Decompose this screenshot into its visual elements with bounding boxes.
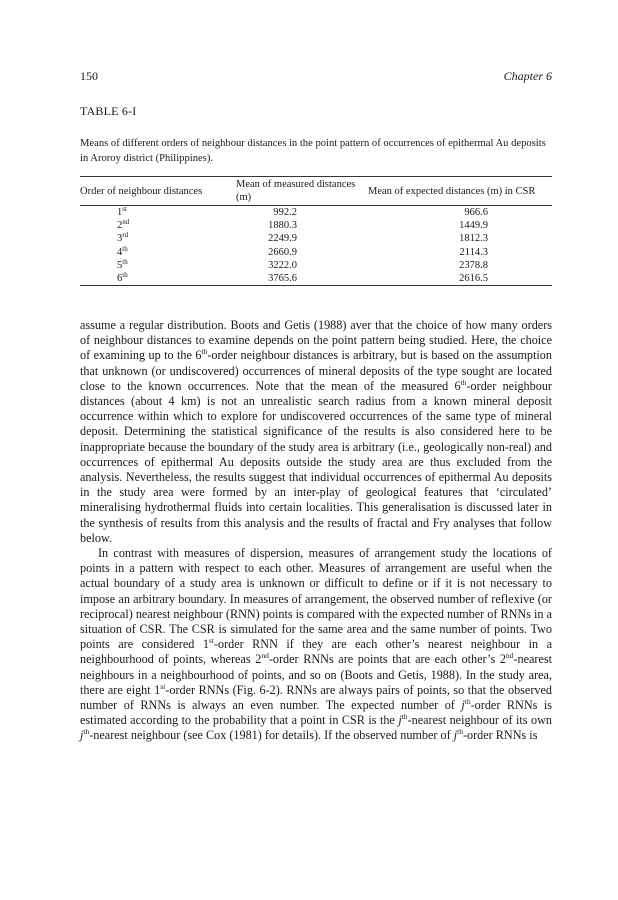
body-text [80, 318, 552, 744]
chapter-title: Chapter 6 [503, 69, 552, 83]
expected-cell: 966.6 [464, 207, 488, 219]
expected-cell: 1812.3 [459, 233, 488, 245]
table-row [80, 272, 552, 286]
expected-cell: 1449.9 [459, 220, 488, 232]
column-header-expected: Mean of expected distances (m) in CSR [368, 185, 536, 197]
paragraph: In contrast with measures of dispersion, measures of arrangement study the locations of points in a pattern with respect to each other. Measures of arrangement are useful when the actual boundary of a study area is unknown or difficult to define or if it is not necessary to impose an arbitrary boundary. In measures of arrangement, the observed number of reflexive (or reciprocal) nearest neighbour (RNN) points is compared with the expected number of RNNs in a situation of CSR. The CSR is simulated for the same area and the same number of points. Two points are considered 1st-order RNN if they are each other’s nearest neighbour in a neighbourhood of points, whereas 2nd-order RNNs are points that are each other’s 2nd-nearest neighbours in a neighbourhood of points, and so on (Boots and Getis, 1988). In the study area, there are eight 1st-order RNNs (Fig. 6-2). RNNs are always pairs of points, so that the observed number of RNNs is always an even number. The expected number of $j^{th}$-order RNNs is estimated according to the probability that a point in CSR is the $j^{th}$-nearest neighbour of its own $j^{th}$-nearest neighbour (see Cox (1981) for details). If the observed number of $j^{th}$-order RNNs is [80, 546, 553, 743]
table-label: TABLE 6-I [80, 104, 137, 118]
order-cell: 2nd [117, 218, 130, 232]
column-header-measured: Mean of measured distances (m) [236, 179, 356, 203]
order-cell: 4th [117, 244, 128, 258]
measured-cell: 3765.6 [268, 273, 297, 285]
measured-cell: 2249.9 [268, 233, 297, 245]
page-number: 150 [80, 69, 98, 83]
expected-cell: 2616.5 [459, 273, 488, 285]
order-cell: 1st [117, 205, 127, 219]
measured-cell: 992.2 [273, 207, 297, 219]
paragraph: assume a regular distribution. Boots and Getis (1988) aver that the choice of how many orders of neighbour distances to examine depends on the point pattern being studied. Here, the choice of examining up to the 6th-order neighbour distances is arbitrary, but is based on the assumption that unknown (or undiscovered) occurrences of mineral deposits of the type sought are located close to the known occurrences. Note that the mean of the measured 6th-order neighbour distances (about 4 km) is not an unrealistic search radius from a known mineral deposit occurrence within which to explore for undiscovered occurrences of the same type of mineral deposit. Determining the statistical significance of the results is also considered here to be inappropriate because the boundary of the study area is arbitrary (i.e., geologically non-real) and occurrences of epithermal Au deposits outside the study area are thus excluded from the analysis. Nevertheless, the results suggest that individual occurrences of epithermal Au deposits in the study area were formed by an inter-play of geological features that ‘circulated’ mineralising hydrothermal fluids into certain localities. This generalisation is discussed later in the synthesis of results from this analysis and the results of fractal and Fry analyses that follow below. [80, 318, 552, 545]
table-row [80, 232, 552, 245]
table-row [80, 219, 552, 232]
measured-cell: 3222.0 [268, 259, 297, 271]
table-row [80, 259, 552, 272]
table-header-row [80, 177, 552, 206]
order-cell: 3rd [117, 231, 129, 245]
measured-cell: 2660.9 [268, 246, 297, 258]
order-cell: 6th [117, 271, 128, 285]
table-row [80, 246, 552, 259]
table-row [80, 206, 552, 220]
neighbour-distance-table [80, 176, 552, 286]
order-cell: 5th [117, 257, 128, 271]
measured-cell: 1880.3 [268, 220, 297, 232]
column-header-order: Order of neighbour distances [80, 185, 203, 197]
expected-cell: 2114.3 [459, 246, 488, 258]
table-caption: Means of different orders of neighbour distances in the point pattern of occurrences of epithermal Au deposits in Aroroy district (Philippines). [80, 138, 546, 164]
expected-cell: 2378.8 [459, 259, 488, 271]
